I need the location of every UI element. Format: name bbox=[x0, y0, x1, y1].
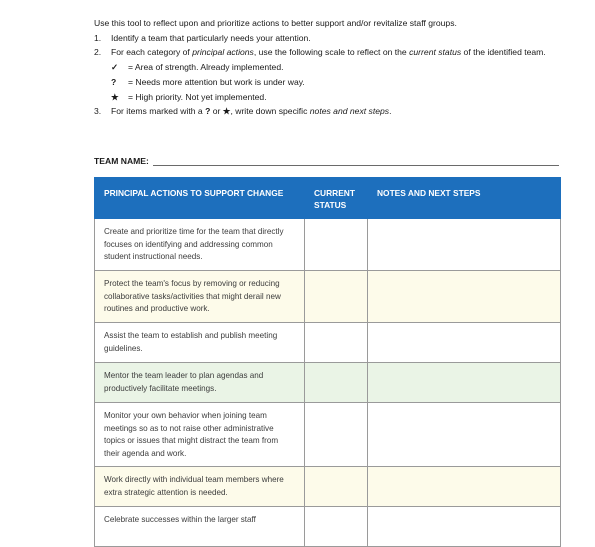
action-cell: Create and prioritize time for the team that directly focuses on identifying and addressing common student instructional needs. bbox=[95, 219, 305, 271]
step-2-emphasis-actions: principal actions bbox=[192, 47, 254, 58]
status-cell[interactable] bbox=[305, 323, 368, 363]
step-1 bbox=[94, 31, 564, 46]
table-row bbox=[95, 219, 561, 271]
question-mark-icon: ? bbox=[205, 106, 213, 117]
legend-text: = High priority. Not yet implemented. bbox=[128, 91, 267, 102]
checkmark-icon: ✓ bbox=[111, 62, 119, 73]
instructions bbox=[94, 16, 564, 119]
header-principal-actions: PRINCIPAL ACTIONS TO SUPPORT CHANGE bbox=[95, 178, 305, 219]
status-cell[interactable] bbox=[305, 271, 368, 323]
step-2-text-cont: , use the following scale to reflect on the bbox=[253, 47, 410, 58]
action-cell: Monitor your own behavior when joining team meetings so as to not raise other administrative topics or issues that might distract the team from their agenda and work. bbox=[95, 403, 305, 467]
status-cell[interactable] bbox=[305, 219, 368, 271]
header-current-status: CURRENT STATUS bbox=[305, 178, 368, 219]
notes-cell[interactable] bbox=[368, 403, 561, 467]
step-3 bbox=[94, 104, 564, 119]
step-2-number: 2. bbox=[94, 47, 102, 58]
status-cell[interactable] bbox=[305, 467, 368, 507]
action-cell: Mentor the team leader to plan agendas and productively facilitate meetings. bbox=[95, 363, 305, 403]
header-notes-next-steps: NOTES AND NEXT STEPS bbox=[368, 178, 561, 219]
star-icon: ★ bbox=[222, 106, 231, 117]
table-row bbox=[95, 323, 561, 363]
legend-item-priority bbox=[94, 90, 564, 105]
status-cell[interactable] bbox=[305, 507, 368, 547]
step-1-text: Identify a team that particularly needs your attention. bbox=[111, 32, 311, 43]
step-3-text: For items marked with a bbox=[111, 106, 206, 117]
table-header-row bbox=[95, 178, 561, 219]
action-cell: Protect the team's focus by removing or reducing collaborative tasks/activities that might derail new routines and productive work. bbox=[95, 271, 305, 323]
legend-text: = Needs more attention but work is under way. bbox=[128, 76, 305, 87]
step-2 bbox=[94, 45, 564, 60]
legend-text: = Area of strength. Already implemented. bbox=[128, 62, 284, 73]
step-3-text-or: or bbox=[212, 106, 223, 117]
table-row bbox=[95, 467, 561, 507]
notes-cell[interactable] bbox=[368, 323, 561, 363]
question-mark-icon: ? bbox=[111, 76, 117, 87]
team-name-field bbox=[94, 156, 559, 166]
notes-cell[interactable] bbox=[368, 363, 561, 403]
step-2-text: For each category of bbox=[111, 47, 193, 58]
team-name-input-line[interactable] bbox=[153, 156, 559, 166]
notes-cell[interactable] bbox=[368, 507, 561, 547]
legend-item-attention bbox=[94, 75, 564, 90]
step-2-text-end: of the identified team. bbox=[461, 47, 546, 58]
notes-cell[interactable] bbox=[368, 219, 561, 271]
table-row bbox=[95, 507, 561, 547]
status-cell[interactable] bbox=[305, 403, 368, 467]
table-row bbox=[95, 403, 561, 467]
step-3-text-end: . bbox=[389, 106, 392, 117]
action-cell: Celebrate successes within the larger staff bbox=[95, 507, 305, 547]
action-cell: Assist the team to establish and publish meeting guidelines. bbox=[95, 323, 305, 363]
table-row bbox=[95, 271, 561, 323]
step-3-emphasis: notes and next steps bbox=[309, 106, 390, 117]
step-1-number: 1. bbox=[94, 32, 102, 43]
action-cell: Work directly with individual team members where extra strategic attention is needed. bbox=[95, 467, 305, 507]
principal-actions-table bbox=[94, 177, 561, 547]
notes-cell[interactable] bbox=[368, 467, 561, 507]
intro-text: Use this tool to reflect upon and prioritize actions to better support and/or revitalize staff groups. bbox=[94, 18, 457, 28]
step-3-number: 3. bbox=[94, 106, 102, 117]
legend-item-strength bbox=[94, 60, 564, 75]
status-cell[interactable] bbox=[305, 363, 368, 403]
step-3-text-cont: , write down specific bbox=[230, 106, 310, 117]
table-row bbox=[95, 363, 561, 403]
notes-cell[interactable] bbox=[368, 271, 561, 323]
step-2-emphasis-status: current status bbox=[409, 47, 462, 58]
star-icon: ★ bbox=[111, 91, 119, 102]
team-name-label: TEAM NAME: bbox=[94, 156, 149, 166]
